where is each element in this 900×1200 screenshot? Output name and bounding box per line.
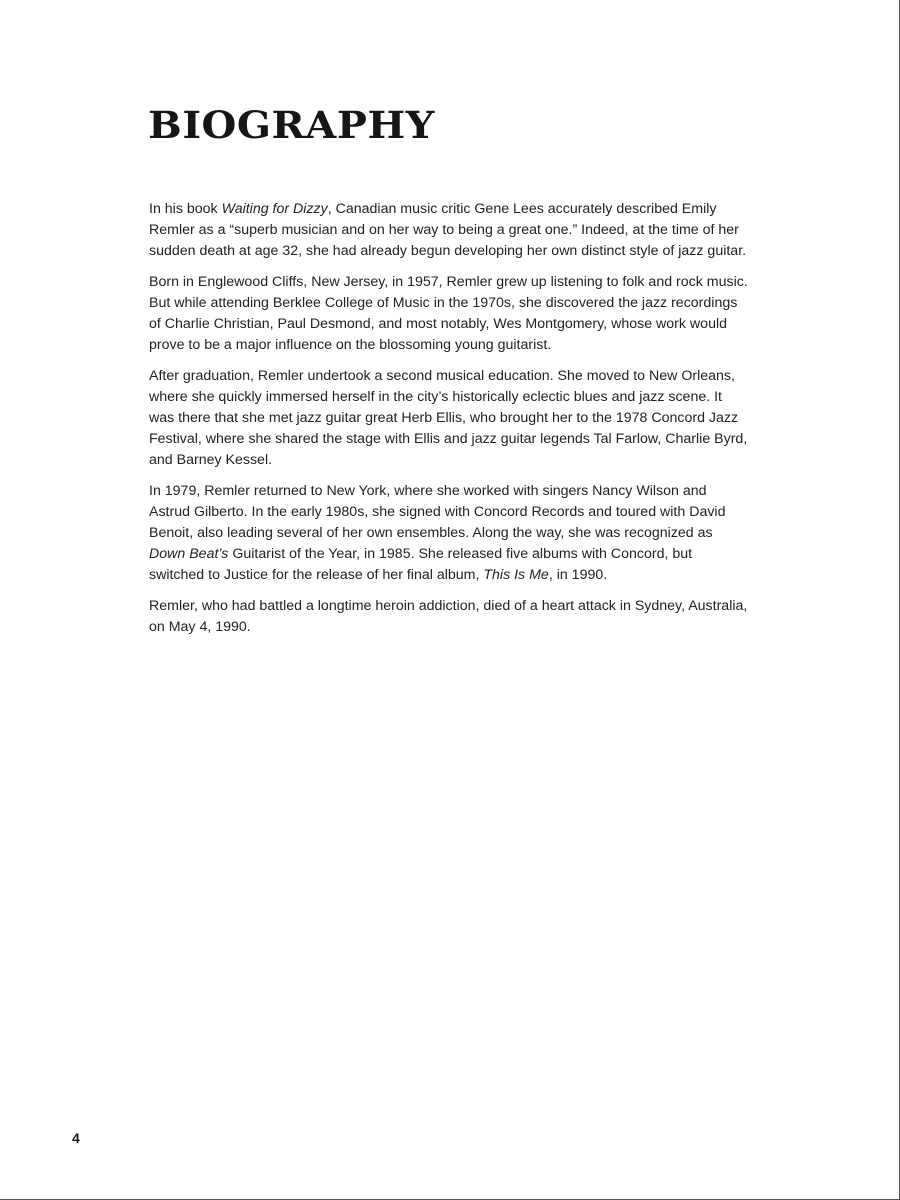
paragraph-text: , Canadian music critic Gene Lees accurately described Emily Remler as a “superb musician and on her way to being a great one.” Indeed, at the time of her sudden death at age 32, she had already begun developing her own distinct style of jazz guitar. bbox=[149, 201, 747, 259]
paragraph-3 bbox=[149, 366, 749, 471]
paragraph-text: In 1979, Remler returned to New York, where she worked with singers Nancy Wilson and Astrud Gilberto. In the early 1980s, she signed with Concord Records and toured with David Benoit, also leading several of her own ensembles. Along the way, she was recognized as bbox=[149, 483, 726, 541]
biography-text bbox=[149, 199, 749, 648]
paragraph-text: In his book bbox=[149, 201, 222, 217]
paragraph-text: Remler, who had battled a longtime heroin addiction, died of a heart attack in Sydney, Australia, on May 4, 1990. bbox=[149, 598, 748, 635]
paragraph-text: Born in Englewood Cliffs, New Jersey, in 1957, Remler grew up listening to folk and rock music. But while attending Berklee College of Music in the 1970s, she discovered the jazz recordings of Charlie Christian, Paul Desmond, and most notably, Wes Montgomery, whose work would prove to be a major influence on the blossoming young guitarist. bbox=[149, 274, 748, 353]
paragraph-4 bbox=[149, 481, 749, 586]
page-number: 4 bbox=[72, 1130, 80, 1146]
page-heading: BIOGRAPHY bbox=[148, 103, 435, 147]
paragraph-2 bbox=[149, 272, 749, 356]
paragraph-5 bbox=[149, 596, 749, 638]
book-title: Waiting for Dizzy bbox=[221, 201, 328, 217]
paragraph-text: , in 1990. bbox=[548, 567, 608, 583]
album-title: This Is Me bbox=[483, 567, 549, 583]
paragraph-1 bbox=[149, 199, 749, 262]
paragraph-text: After graduation, Remler undertook a second musical education. She moved to New Orleans, where she quickly immersed herself in the city’s historically eclectic blues and jazz scene. It was there that she met jazz guitar great Herb Ellis, who brought her to the 1978 Concord Jazz Festival, where she shared the stage with Ellis and jazz guitar legends Tal Farlow, Charlie Byrd, and Barney Kessel. bbox=[149, 368, 748, 468]
paragraph-text: Guitarist of the Year, in 1985. She released five albums with Concord, but switched to Justice for the release of her final album, bbox=[149, 546, 693, 583]
magazine-title: Down Beat’s bbox=[149, 546, 229, 562]
